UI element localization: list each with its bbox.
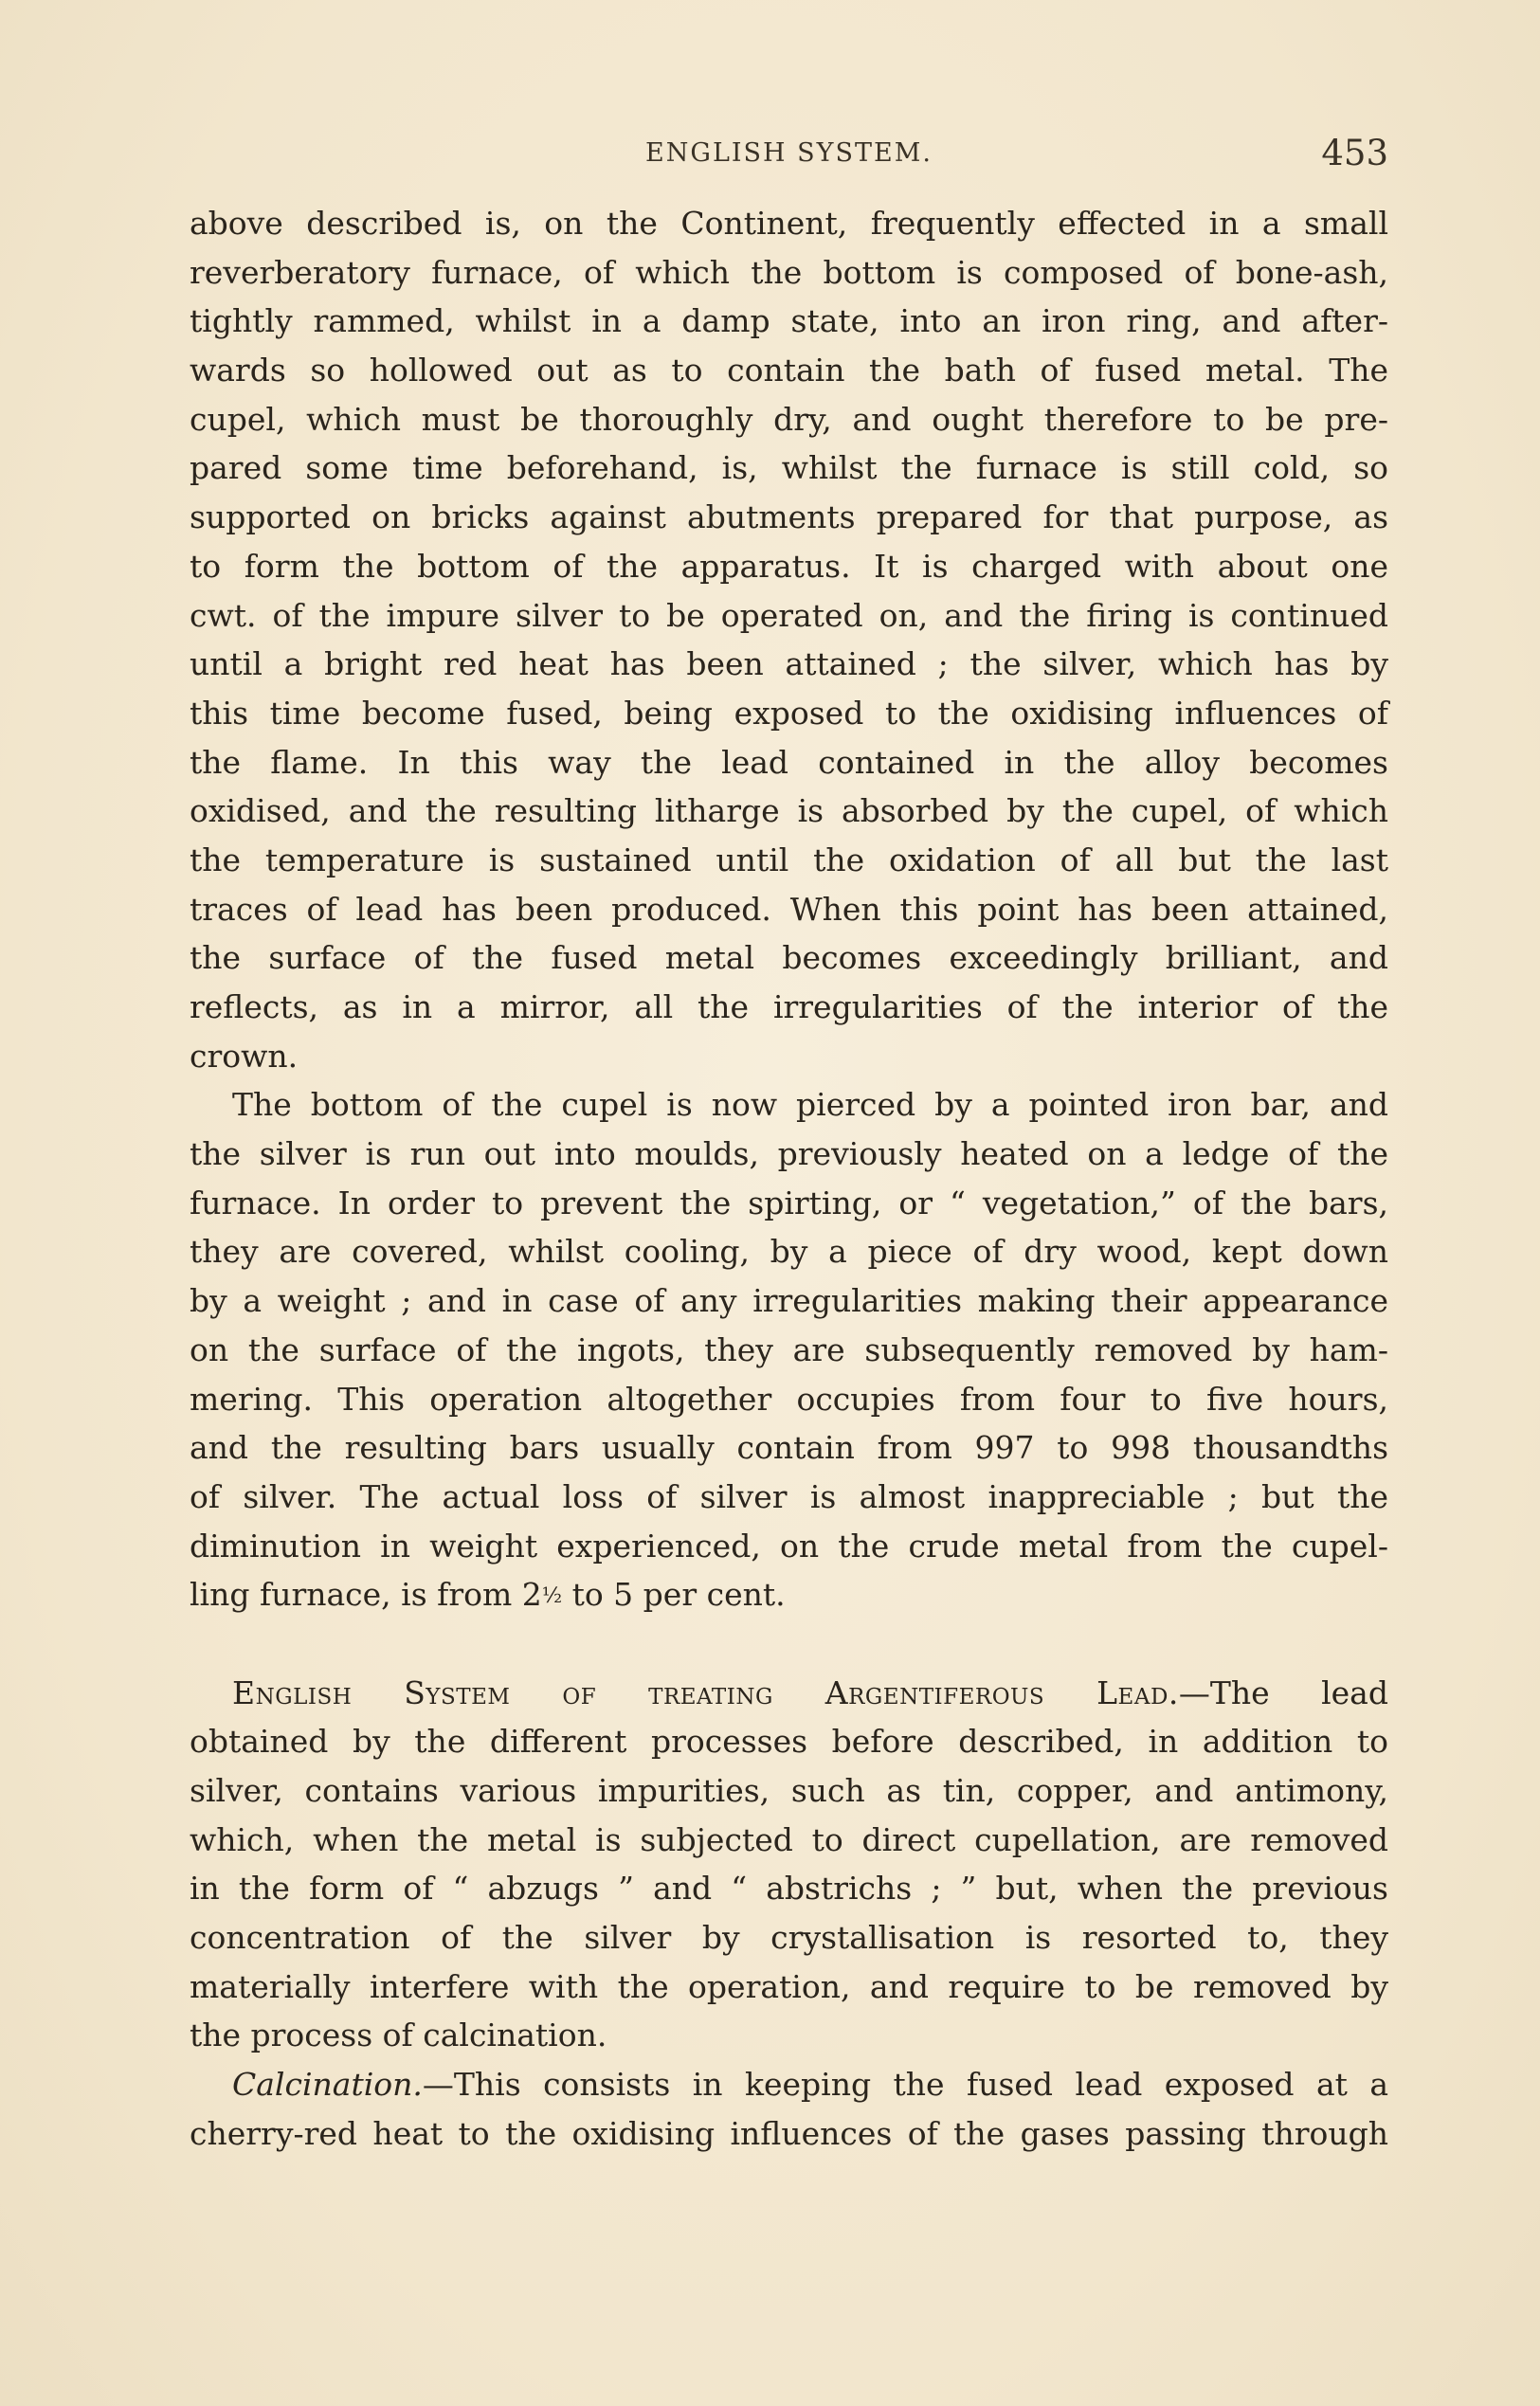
text-line: they are covered, whilst cooling, by a piece of dry wood, kept down <box>190 1233 1388 1271</box>
text-line: reverberatory furnace, of which the bottom is composed of bone-ash, <box>190 253 1388 291</box>
text-line: cupel, which must be thoroughly dry, and ought therefore to be pre- <box>190 400 1388 438</box>
running-head <box>190 133 1388 180</box>
text-line: the flame. In this way the lead contained in the alloy becomes <box>190 743 1388 781</box>
text-line: materially interfere with the operation, and require to be removed by <box>190 1967 1388 2005</box>
text-line: furnace. In order to prevent the spirting, or “ vegetation,” of the bars, <box>190 1184 1388 1221</box>
italic-term: Calcination. <box>232 2066 423 2104</box>
text-line: to form the bottom of the apparatus. It is charged with about one <box>190 547 1388 585</box>
text-line: reflects, as in a mirror, all the irregularities of the interior of the <box>190 988 1388 1025</box>
body-text <box>190 199 1388 2159</box>
running-title: ENGLISH SYSTEM. <box>645 138 933 168</box>
text-line: oxidised, and the resulting litharge is absorbed by the cupel, of which <box>190 792 1388 830</box>
text-fragment: —The lead <box>1178 1673 1388 1711</box>
text-line: the surface of the fused metal becomes exceedingly brilliant, and <box>190 939 1388 977</box>
text-line: crown. <box>190 1037 299 1075</box>
text-line: wards so hollowed out as to contain the bath of fused metal. The <box>190 352 1388 389</box>
paragraph-calcination <box>190 2060 1388 2158</box>
text-line: the temperature is sustained until the oxidation of all but the last <box>190 841 1388 878</box>
text-line: the process of calcination. <box>190 2017 607 2054</box>
text-line: on the surface of the ingots, they are subsequently removed by ham- <box>190 1330 1388 1368</box>
text-line: cwt. of the impure silver to be operated on, and the firing is continued <box>190 596 1388 634</box>
text-fragment: —This consists in keeping the fused lead exposed at a <box>422 2066 1388 2104</box>
text-line: supported on bricks against abutments prepared for that purpose, as <box>190 498 1388 536</box>
fraction: ½ <box>541 1584 563 1609</box>
section-english-system <box>190 1669 1388 2061</box>
text-line: pared some time beforehand, is, whilst the furnace is still cold, so <box>190 449 1388 487</box>
paragraph-cupel-furnace <box>190 199 1388 1080</box>
text-line: by a weight ; and in case of any irregularities making their appearance <box>190 1282 1388 1320</box>
text-fragment: ling furnace, is from 2 <box>190 1576 542 1614</box>
text-line: tightly rammed, whilst in a damp state, into an iron ring, and after- <box>190 302 1388 340</box>
text-line: above described is, on the Continent, frequently effected in a small <box>190 205 1388 242</box>
text-line: the silver is run out into moulds, previously heated on a ledge of the <box>190 1135 1388 1173</box>
section-spacer <box>190 1619 1388 1669</box>
text-fragment: to 5 per cent. <box>562 1576 786 1614</box>
text-line: in the form of “ abzugs ” and “ abstrichs ; ” but, when the previous <box>190 1870 1388 1908</box>
text-line <box>190 1669 1388 1718</box>
text-line: and the resulting bars usually contain from 997 to 998 thousandths <box>190 1429 1388 1467</box>
text-line: diminution in weight experienced, on the crude metal from the cupel- <box>190 1527 1388 1565</box>
text-line: concentration of the silver by crystallisation is resorted to, they <box>190 1919 1388 1957</box>
section-heading: English System of treating Argentiferous Lead. <box>232 1673 1179 1711</box>
text-line <box>190 1570 1388 1619</box>
text-line: obtained by the different processes before described, in addition to <box>190 1723 1388 1761</box>
text-line <box>190 2060 1388 2109</box>
text-line: which, when the metal is subjected to direct cupellation, are removed <box>190 1820 1388 1858</box>
text-line: The bottom of the cupel is now pierced by a pointed iron bar, and <box>232 1086 1388 1124</box>
text-line: of silver. The actual loss of silver is almost inappreciable ; but the <box>190 1477 1388 1515</box>
text-line: traces of lead has been produced. When this point has been attained, <box>190 890 1388 928</box>
text-line: until a bright red heat has been attained ; the silver, which has by <box>190 645 1388 683</box>
text-line: mering. This operation altogether occupies from four to five hours, <box>190 1380 1388 1418</box>
text-line: cherry-red heat to the oxidising influences of the gases passing through <box>190 2114 1388 2152</box>
paragraph-silver-moulds <box>190 1080 1388 1619</box>
text-line: this time become fused, being exposed to the oxidising influences of <box>190 694 1388 732</box>
page-number: 453 <box>1321 133 1388 173</box>
text-line: silver, contains various impurities, such as tin, copper, and antimony, <box>190 1772 1388 1809</box>
